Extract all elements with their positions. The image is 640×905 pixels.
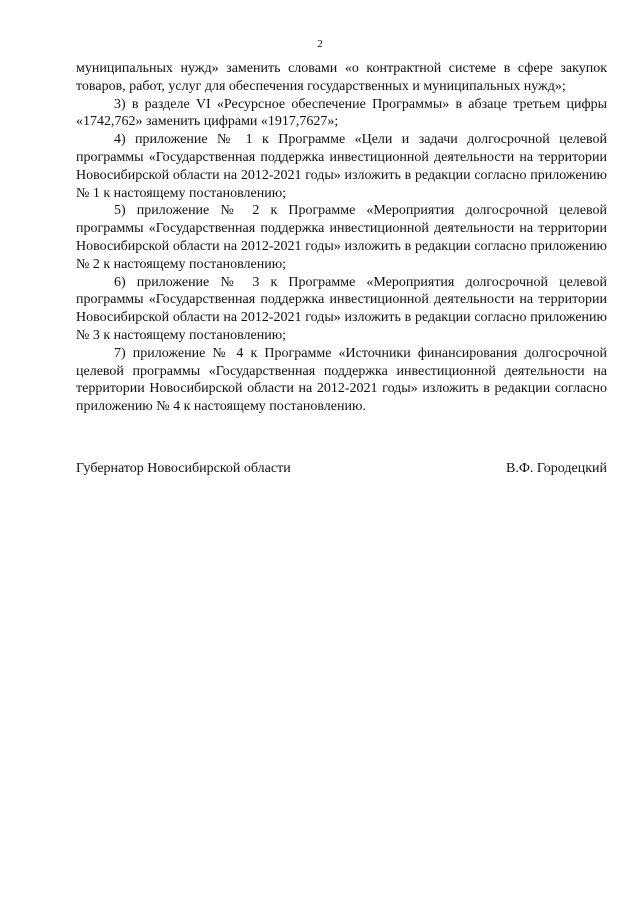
paragraph-item-7: 7) приложение № 4 к Программе «Источники финансирования долгосрочной целевой программы «Государственная поддержка инвестиционной деятельности на территории Новосибирской области на 2012-2021 годы» изложить в редакции согласно приложению № 4 к настоящему постановлению. (76, 345, 607, 415)
signature-block (76, 460, 607, 478)
page-number: 2 (317, 38, 323, 50)
paragraph-item-3: 3) в разделе VI «Ресурсное обеспечение Программы» в абзаце третьем цифры «1742,762» заменить цифрами «1917,7627»; (76, 96, 607, 130)
signatory-position: Губернатор Новосибирской области (76, 461, 291, 476)
signatory-name: В.Ф. Городецкий (506, 461, 607, 476)
paragraph-item-6: 6) приложение № 3 к Программе «Мероприятия долгосрочной целевой программы «Государственная поддержка инвестиционной деятельности на территории Новосибирской области на 2012-2021 годы» изложить в редакции согласно приложению № 3 к настоящему постановлению; (76, 274, 607, 343)
paragraph-item-4: 4) приложение № 1 к Программе «Цели и задачи долгосрочной целевой программы «Государственная поддержка инвестиционной деятельности на территории Новосибирской области на 2012-2021 годы» изложить в редакции согласно приложению № 1 к настоящему постановлению; (76, 132, 607, 201)
paragraph-continuation: муниципальных нужд» заменить словами «о контрактной системе в сфере закупок товаров, работ, услуг для обеспечения государственных и муниципальных нужд»; (76, 61, 607, 94)
document-body (76, 60, 607, 416)
paragraph-item-5: 5) приложение № 2 к Программе «Мероприятия долгосрочной целевой программы «Государственная поддержка инвестиционной деятельности на территории Новосибирской области на 2012-2021 годы» изложить в редакции согласно приложению № 2 к настоящему постановлению; (76, 203, 607, 272)
